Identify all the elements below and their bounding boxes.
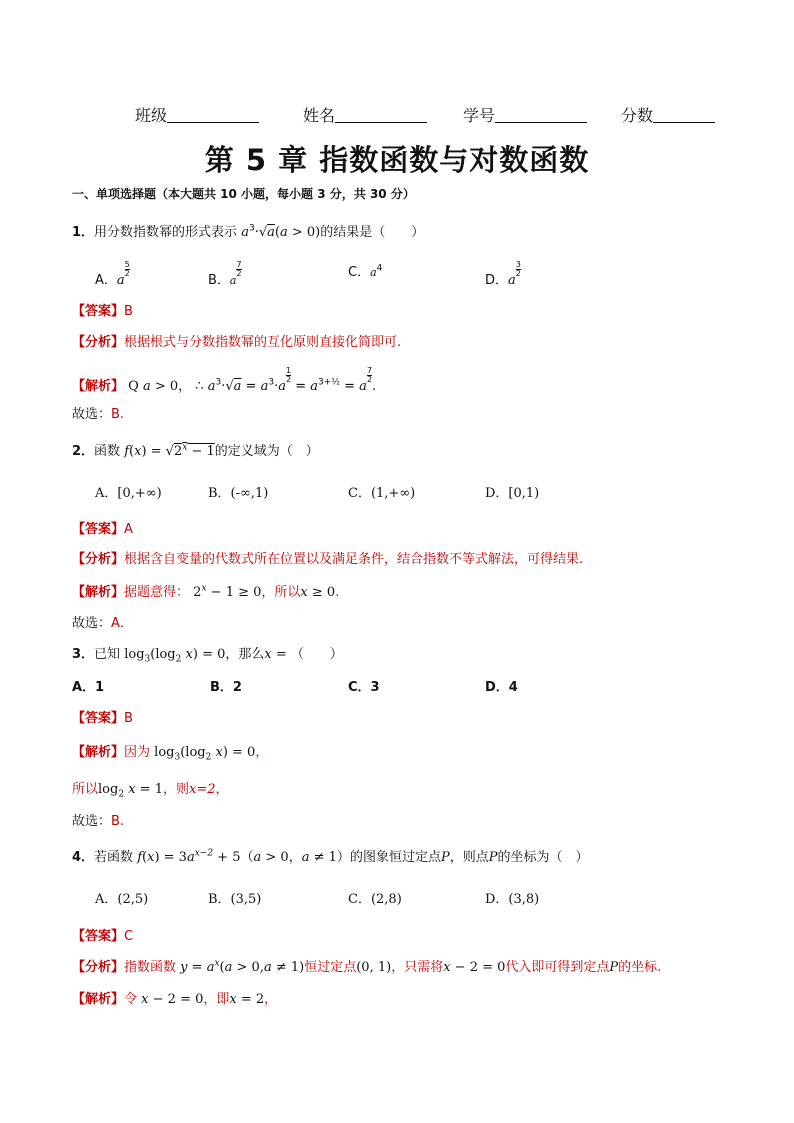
question-3-option-d[interactable]: D．4 xyxy=(485,680,518,695)
question-1-option-c[interactable]: C．$a^4$ xyxy=(348,263,383,280)
question-1-choose: 故选：B. xyxy=(72,407,125,422)
student-id-field[interactable] xyxy=(463,103,587,126)
page-title: 第 5 章 指数函数与对数函数 xyxy=(204,143,590,177)
question-1-analysis: 【分析】根据根式与分数指数幂的互化原则直接化简即可. xyxy=(72,335,402,350)
question-3-option-a[interactable]: A．1 xyxy=(72,680,105,695)
question-1-stem: 1．用分数指数幂的形式表示 $a^3\cdot√a(a > 0)$的结果是（ ） xyxy=(72,223,425,240)
question-4-option-a[interactable]: A．(2,5) xyxy=(95,892,149,907)
question-2-analysis: 【分析】根据含自变量的代数式所在位置以及满足条件，结合指数不等式解法，可得结果. xyxy=(72,552,584,567)
question-1-option-a[interactable]: A．a $\frac{5}{2}$ xyxy=(95,260,130,288)
name-field[interactable] xyxy=(303,103,427,126)
question-2-option-b[interactable]: B．(-∞,1) xyxy=(208,486,269,501)
student-id-label: 学号 xyxy=(463,106,496,125)
question-3-choose: 故选：B. xyxy=(72,814,125,829)
question-4-option-b[interactable]: B．(3,5) xyxy=(208,892,262,907)
class-field[interactable] xyxy=(135,103,259,126)
question-2-choose: 故选：A． xyxy=(72,616,133,631)
question-4-option-c[interactable]: C．(2,8) xyxy=(348,892,402,907)
question-2-option-c[interactable]: C．(1,+∞) xyxy=(348,486,416,501)
question-1-option-d[interactable]: D．a $\frac{3}{2}$ xyxy=(485,260,521,288)
question-4-answer: 【答案】C xyxy=(72,929,134,944)
question-3-solution-line-2: 所以$\log_2 x = 1$，则x=2， xyxy=(72,782,229,800)
question-4-analysis: 【分析】指数函数 $y = a^x(a > 0,a \ne 1)$恒过定点(0, 1)，只需将x − 2 = 0代入即可得到定点P的坐标. xyxy=(72,958,662,975)
question-3-solution: 【解析】因为 $\log_3(\log_2$ x) = 0， xyxy=(72,745,269,763)
question-4-solution: 【解析】令 x − 2 = 0，即x = 2， xyxy=(72,992,278,1007)
question-2-stem: 2．函数 $f(x) = √2^x - 1$的定义域为（ ） xyxy=(72,442,319,459)
question-3-answer: 【答案】B xyxy=(72,711,133,726)
question-3-option-c[interactable]: C．3 xyxy=(348,680,380,695)
question-4-stem: 4．若函数 $f(x) = 3a^{x-2} + 5(a > 0$，a ≠ 1）的图象恒过定点P，则点P的坐标为（ ） xyxy=(72,848,589,865)
question-2-solution: 【解析】据题意得： $2^x - 1 \ge 0$，所以x ≥ 0. xyxy=(72,583,340,600)
question-1-answer: 【答案】B xyxy=(72,304,133,319)
question-3-option-b[interactable]: B．2 xyxy=(210,680,242,695)
question-2-answer: 【答案】A xyxy=(72,522,133,537)
class-label: 班级 xyxy=(135,106,168,125)
question-1-option-b[interactable]: B．a $\frac{7}{2}$ xyxy=(208,260,242,288)
name-label: 姓名 xyxy=(303,106,336,125)
question-2-option-a[interactable]: A．[0,+∞) xyxy=(95,486,162,501)
question-1-solution: 【解析】 Q a > 0， ∴ $a^3\cdot√a = a^3\cdot a$ $\frac{1}{2}$ = $a^{3+\frac{1}{2}} = a$ $\frac{7}{2}$ . xyxy=(72,366,377,394)
score-label: 分数 xyxy=(621,106,654,125)
question-4-option-d[interactable]: D．(3,8) xyxy=(485,892,540,907)
question-3-stem: 3．已知 $\log_3(\log_2$ x) = 0，那么x = （ ） xyxy=(72,647,343,665)
section-heading: 一、单项选择题（本大题共 10 小题，每小题 3 分，共 30 分） xyxy=(72,187,415,201)
score-field[interactable] xyxy=(621,103,715,126)
question-2-option-d[interactable]: D．[0,1) xyxy=(485,486,540,501)
